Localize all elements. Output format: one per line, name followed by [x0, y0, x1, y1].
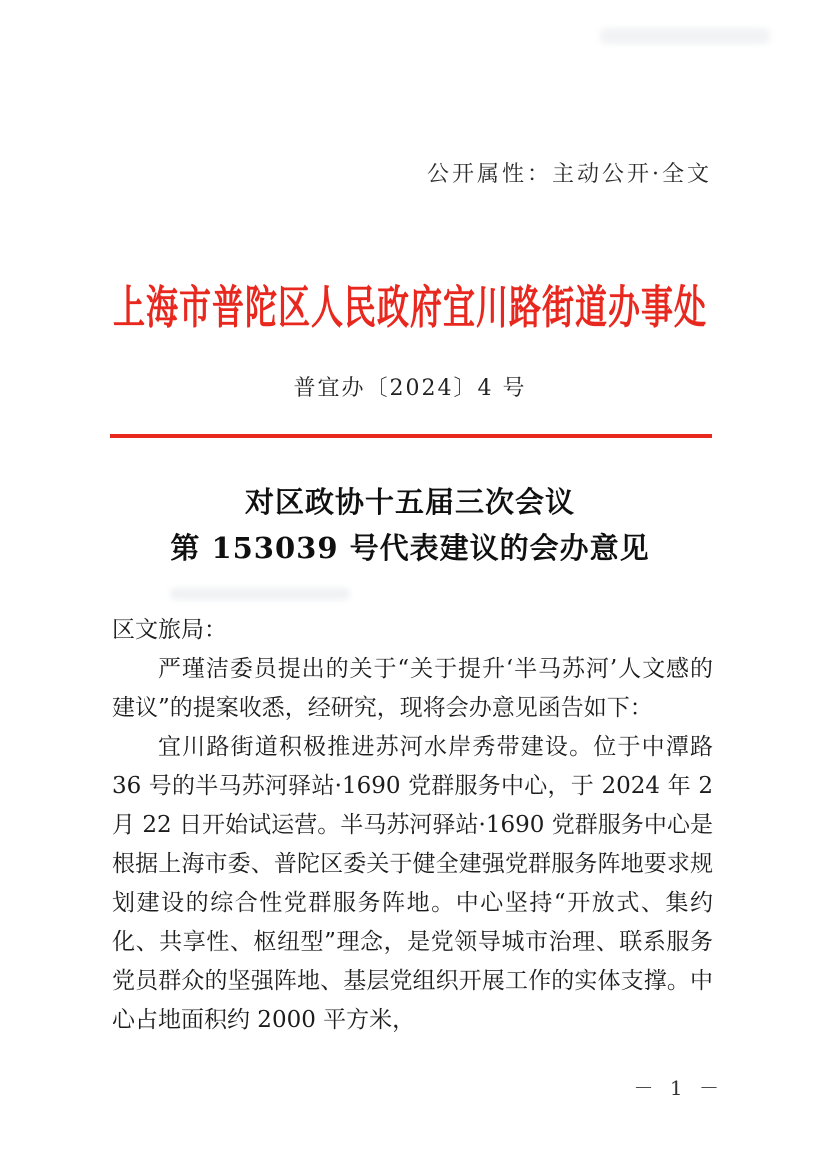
agency-letterhead-title: 上海市普陀区人民政府宜川路街道办事处 — [112, 280, 707, 335]
scan-artifact — [600, 28, 770, 44]
page-number: － 1 － — [633, 1076, 724, 1100]
document-title-line1: 对区政协十五届三次会议 — [244, 485, 575, 519]
document-body — [112, 611, 713, 1040]
document-number: 普宜办〔2024〕4 号 — [293, 376, 527, 401]
letterhead-divider-rule — [110, 434, 712, 438]
publicity-attribute-note: 公开属性：主动公开·全文 — [427, 162, 712, 187]
document-title — [0, 479, 820, 571]
body-paragraph: 严瑾洁委员提出的关于“关于提升‘半马苏河’人文感的建议”的提案收悉，经研究，现将会办意见函告如下： — [112, 656, 713, 721]
document-title-line2: 第 153039 号代表建议的会办意见 — [170, 531, 650, 565]
recipient-line: 区文旅局： — [112, 617, 227, 643]
body-paragraph: 宜川路街道积极推进苏河水岸秀带建设。位于中潭路 36 号的半马苏河驿站·1690 党群服务中心，于 2024 年 2 月 22 日开始试运营。半马苏河驿站·1690 党群服务中心是根据上海市委、普陀区委关于健全建强党群服务阵地要求规划建设的综合性党群服务阵地。中心坚持“开放式、集约化、共享性、枢纽型”理念，是党领导城市治理、联系服务党员群众的坚强阵地、基层党组织开展工作的实体支撑。中心占地面积约 2000 平方米， — [112, 734, 713, 1033]
scan-artifact — [170, 588, 350, 600]
